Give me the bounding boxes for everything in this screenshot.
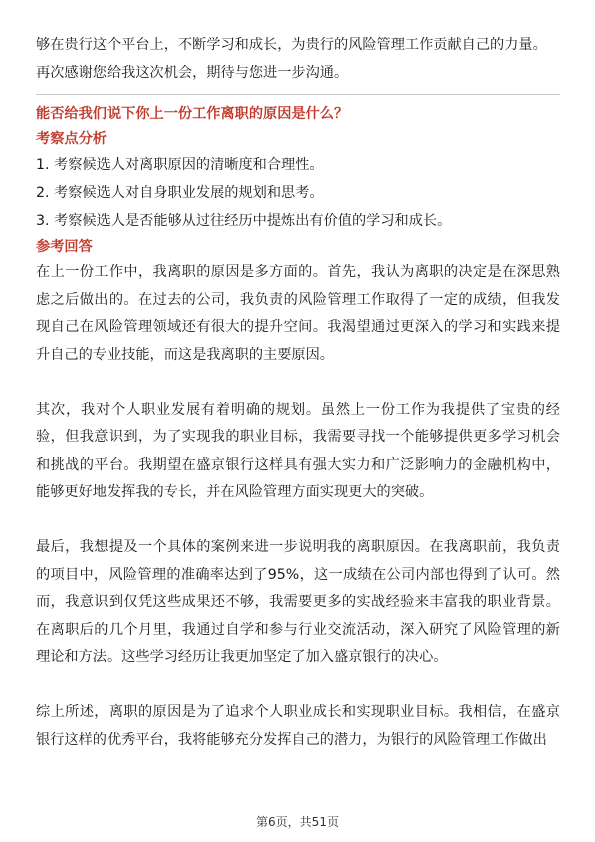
answer-paragraph: 最后，我想提及一个具体的案例来进一步说明我的离职原因。在我离职前，我负责的项目中，风险管理的准确率达到了95%，这一成绩在公司内部也得到了认可。然而，我意识到仅凭这些成果还不够，我需要更多的实战经验来丰富我的职业背景。在离职后的几个月里，我通过自学和参与行业交流活动，深入研究了风险管理的新理论和方法。这些学习经历让我更加坚定了加入盛京银行的决心。 xyxy=(36,538,560,666)
paragraph-gap xyxy=(36,370,560,397)
section-divider xyxy=(36,94,560,95)
analysis-point: 2. 考察候选人对自身职业发展的规划和思考。 xyxy=(36,185,324,202)
answer-heading: 参考回答 xyxy=(36,239,93,256)
answer-paragraph: 综上所述，离职的原因是为了追求个人职业成长和实现职业目标。我相信，在盛京银行这样的优秀平台，我将能够充分发挥自己的潜力，为银行的风险管理工作做出 xyxy=(36,703,560,748)
paragraph-gap xyxy=(36,507,560,534)
page-content xyxy=(36,32,560,754)
answer-paragraph: 在上一份工作中，我离职的原因是多方面的。首先，我认为离职的决定是在深思熟虑之后做出的。在过去的公司，我负责的风险管理工作取得了一定的成绩，但我发现自己在风险管理领域还有很大的提升空间。我渴望通过更深入的学习和实践来提升自己的专业技能，而这是我离职的主要原因。 xyxy=(36,264,560,363)
paragraph-gap xyxy=(36,672,560,699)
analysis-point: 1. 考察候选人对离职原因的清晰度和合理性。 xyxy=(36,157,324,174)
intro-line: 再次感谢您给我这次机会，期待与您进一步沟通。 xyxy=(36,64,349,81)
page-number: 第6页，共51页 xyxy=(256,815,339,829)
analysis-heading: 考察点分析 xyxy=(36,131,107,148)
intro-line: 够在贵行这个平台上，不断学习和成长，为贵行的风险管理工作贡献自己的力量。 xyxy=(36,37,547,53)
question-heading: 能否给我们说下你上一份工作离职的原因是什么？ xyxy=(36,106,349,123)
answer-paragraph: 其次，我对个人职业发展有着明确的规划。虽然上一份工作为我提供了宝贵的经验，但我意识到，为了实现我的职业目标，我需要寻找一个能够提供更多学习机会和挑战的平台。我期望在盛京银行这样具有强大实力和广泛影响力的金融机构中，能够更好地发挥我的专长，并在风险管理方面实现更大的突破。 xyxy=(36,401,560,501)
analysis-point: 3. 考察候选人是否能够从过往经历中提炼出有价值的学习和成长。 xyxy=(36,213,452,230)
